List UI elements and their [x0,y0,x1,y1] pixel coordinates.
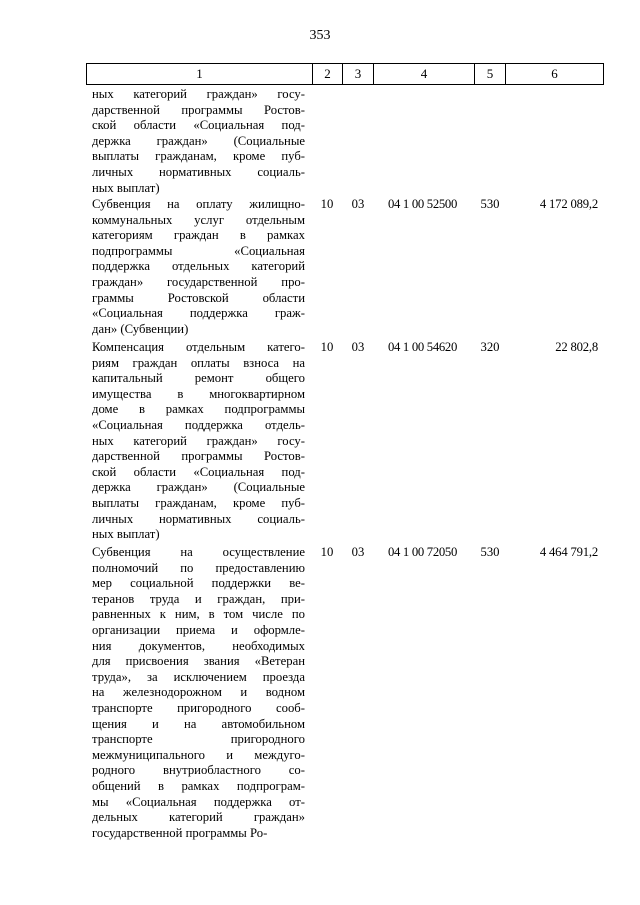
row-expense-type: 320 [480,340,500,354]
row-name-line: дарственной программы Ростов- [92,449,305,464]
row-section-code: 10 [320,340,334,354]
row-name-line: ных категорий граждан» госу- [92,87,305,101]
header-col-4: 4 [420,66,428,81]
row-name-line: риям граждан оплаты взноса на [92,355,305,370]
row-name-line: имущества в многоквартирном [92,386,305,401]
row-name-line: коммунальных услуг отдельным [92,212,305,227]
row-section-code: 10 [320,545,334,559]
row-name-line: ния документов, необходимых [92,638,305,653]
row-name-line: граждан» государственной про- [92,274,305,289]
row-name-line: ской области «Социальная под- [92,118,305,133]
row-name-line: транспорте пригородного сооб- [92,700,305,715]
row-name [92,545,305,841]
row-name-line: дарственной программы Ростов- [92,102,305,117]
row-target-article: 04 1 00 72050 [387,545,458,559]
row-amount: 4 464 791,2 [539,545,598,559]
row-name-line: щения и на автомобильном [92,716,305,731]
row-name-line: межмуниципального и междуго- [92,747,305,762]
row-name-line: Субвенция на оплату жилищно- [92,197,305,211]
header-col-6: 6 [551,66,558,81]
row-name-line: выплаты гражданам, кроме пуб- [92,495,305,510]
row-name-line: выплаты гражданам, кроме пуб- [92,149,305,164]
row-amount: 4 172 089,2 [539,197,598,211]
row-name-line: держка граждан» (Социальные [92,480,305,495]
row-name-line: держка граждан» (Социальные [92,133,305,148]
row-name-line: родного внутриобластного со- [92,763,305,778]
row-name-line: дан» (Субвенции) [92,321,189,336]
row-name-line: дельных категорий граждан» [92,810,305,825]
row-name-line: личных нормативных социаль- [92,164,305,179]
row-name-line: Компенсация отдельным катего- [92,340,305,354]
header-col-1: 1 [196,66,203,81]
row-name-line: для присвоения звания «Ветеран [92,654,305,669]
row-name [92,197,305,337]
row-name-line: Субвенция на осуществление [92,545,305,559]
row-subsection-code: 03 [351,340,365,354]
row-name-line: «Социальная поддержка отдель- [92,417,305,432]
row-name-line: труда», за исключением проезда [92,669,305,684]
row-name-line: граммы Ростовской области [92,290,305,305]
row-subsection-code: 03 [351,545,365,559]
page-number: 353 [309,28,331,43]
row-section-code: 10 [320,197,334,211]
row-name-line: капитальный ремонт общего [92,371,305,386]
row-amount: 22 802,8 [555,340,598,354]
row-expense-type: 530 [480,197,500,211]
row-target-article: 04 1 00 52500 [387,197,458,211]
row-target-article: 04 1 00 54620 [387,340,458,354]
row-expense-type: 530 [480,545,500,559]
row-name-line: поддержка отдельных категорий [92,259,305,274]
row-name-line: доме в рамках подпрограммы [92,402,305,417]
row-name-line: ных выплат) [92,527,160,542]
row-name-line: государственной программы Ро- [92,825,268,840]
row-name-line: организации приема и оформле- [92,622,305,637]
row-name-line: «Социальная поддержка граж- [92,306,305,321]
row-name-line: ных категорий граждан» госу- [92,433,305,448]
row-name [92,340,305,543]
row-name-line: категориям граждан в рамках [92,228,305,243]
header-divider [603,63,604,85]
row-name-line: общений в рамках подпрограм- [92,778,305,793]
row-name-line: мер социальной поддержки ве- [92,576,305,591]
header-bottom-border [86,84,604,85]
row-name-line: полномочий по предоставлению [92,560,305,575]
row-subsection-code: 03 [351,197,365,211]
header-col-2: 2 [324,66,331,81]
row-name-line: транспорте пригородного [92,732,305,747]
header-col-5: 5 [486,66,494,81]
row-name-line: личных нормативных социаль- [92,511,305,526]
row-name-line: ных выплат) [92,180,160,195]
header-col-3: 3 [354,66,362,81]
row-name-line: равненных к ним, в том числе по [92,607,305,622]
row-name [92,87,305,196]
row-name-line: мы «Социальная поддержка от- [92,794,305,809]
row-name-line: теранов труда и граждан, при- [92,591,305,606]
row-name-line: подпрограммы «Социальная [92,243,305,258]
row-name-line: ской области «Социальная под- [92,464,305,479]
row-name-line: на железнодорожном и водном [92,685,305,700]
